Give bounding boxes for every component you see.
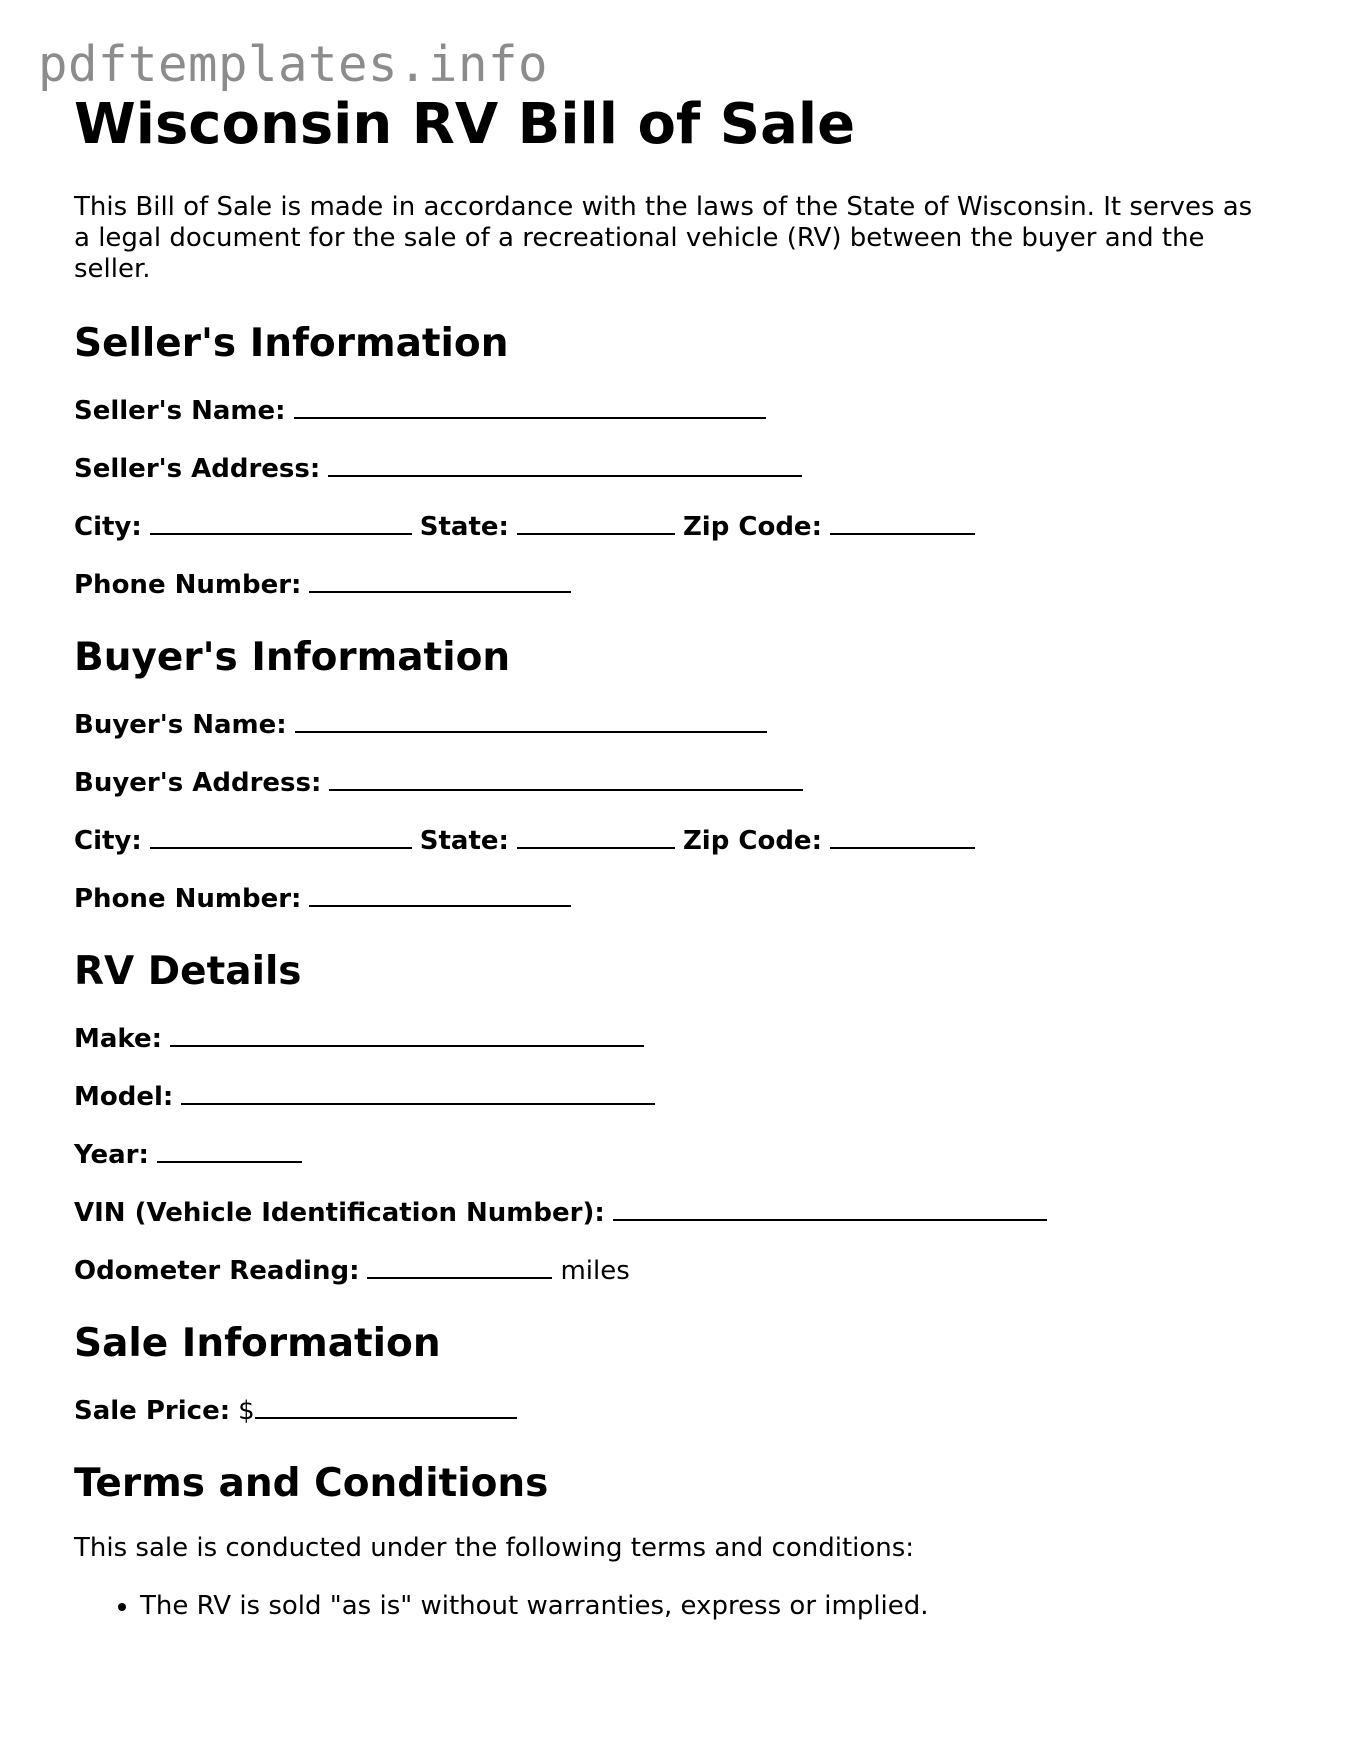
intro-paragraph: This Bill of Sale is made in accordance with the laws of the State of Wisconsin. It serves as a legal document for the sale of a recreational vehicle (RV) between the buyer and the seller. (74, 192, 1253, 284)
seller-name-field[interactable] (294, 393, 766, 419)
sale-price-label: Sale Price: (74, 1396, 231, 1426)
buyer-section-heading: Buyer's Information (74, 635, 511, 680)
terms-list (74, 1589, 1274, 1623)
rv-odometer-label: Odometer Reading: (74, 1256, 360, 1286)
seller-address-row (74, 451, 1274, 485)
buyer-address-field[interactable] (329, 765, 803, 791)
rv-odometer-row (74, 1253, 1274, 1287)
rv-make-row (74, 1021, 1274, 1055)
rv-year-label: Year: (74, 1140, 149, 1170)
seller-city-label: City: (74, 512, 142, 542)
buyer-zip-field[interactable] (830, 823, 975, 849)
buyer-name-row (74, 707, 1274, 741)
rv-model-field[interactable] (181, 1079, 655, 1105)
terms-section-heading: Terms and Conditions (74, 1461, 549, 1506)
seller-name-row (74, 393, 1274, 427)
buyer-address-label: Buyer's Address: (74, 768, 322, 798)
buyer-state-field[interactable] (517, 823, 675, 849)
rv-odometer-field[interactable] (367, 1253, 552, 1279)
seller-name-label: Seller's Name: (74, 396, 286, 426)
buyer-state-label: State: (419, 826, 509, 856)
rv-vin-row (74, 1195, 1274, 1229)
seller-city-field[interactable] (150, 509, 412, 535)
rv-make-label: Make: (74, 1024, 163, 1054)
buyer-address-row (74, 765, 1274, 799)
buyer-name-label: Buyer's Name: (74, 710, 287, 740)
seller-zip-field[interactable] (830, 509, 975, 535)
buyer-city-field[interactable] (150, 823, 412, 849)
seller-state-field[interactable] (517, 509, 675, 535)
sale-price-row (74, 1393, 1274, 1427)
buyer-city-label: City: (74, 826, 142, 856)
rv-make-field[interactable] (170, 1021, 644, 1047)
buyer-phone-label: Phone Number: (74, 884, 302, 914)
buyer-phone-row (74, 881, 1274, 915)
rv-section-heading: RV Details (74, 949, 302, 994)
terms-list-item: • The RV is sold "as is" without warranties, express or implied. (140, 1589, 1274, 1623)
rv-year-row (74, 1137, 1274, 1171)
currency-symbol: $ (238, 1396, 255, 1426)
buyer-phone-field[interactable] (309, 881, 571, 907)
document-body (74, 92, 1274, 1623)
seller-address-label: Seller's Address: (74, 454, 321, 484)
document-title: Wisconsin RV Bill of Sale (74, 92, 856, 157)
rv-vin-label: VIN (Vehicle Identification Number): (74, 1198, 605, 1228)
seller-city-state-zip-row (74, 509, 1274, 543)
seller-address-field[interactable] (328, 451, 802, 477)
rv-vin-field[interactable] (613, 1195, 1047, 1221)
sale-section-heading: Sale Information (74, 1321, 441, 1366)
seller-zip-label: Zip Code: (682, 512, 822, 542)
buyer-name-field[interactable] (295, 707, 767, 733)
buyer-zip-label: Zip Code: (682, 826, 822, 856)
seller-phone-label: Phone Number: (74, 570, 302, 600)
rv-odometer-unit: miles (560, 1256, 630, 1286)
rv-year-field[interactable] (157, 1137, 302, 1163)
sale-price-field[interactable] (255, 1393, 517, 1419)
buyer-city-state-zip-row (74, 823, 1274, 857)
rv-model-row (74, 1079, 1274, 1113)
watermark: pdftemplates.info (38, 36, 549, 93)
seller-state-label: State: (419, 512, 509, 542)
terms-intro: This sale is conducted under the following terms and conditions: (74, 1533, 915, 1563)
seller-phone-field[interactable] (309, 567, 571, 593)
rv-model-label: Model: (74, 1082, 174, 1112)
seller-section-heading: Seller's Information (74, 321, 509, 366)
seller-phone-row (74, 567, 1274, 601)
